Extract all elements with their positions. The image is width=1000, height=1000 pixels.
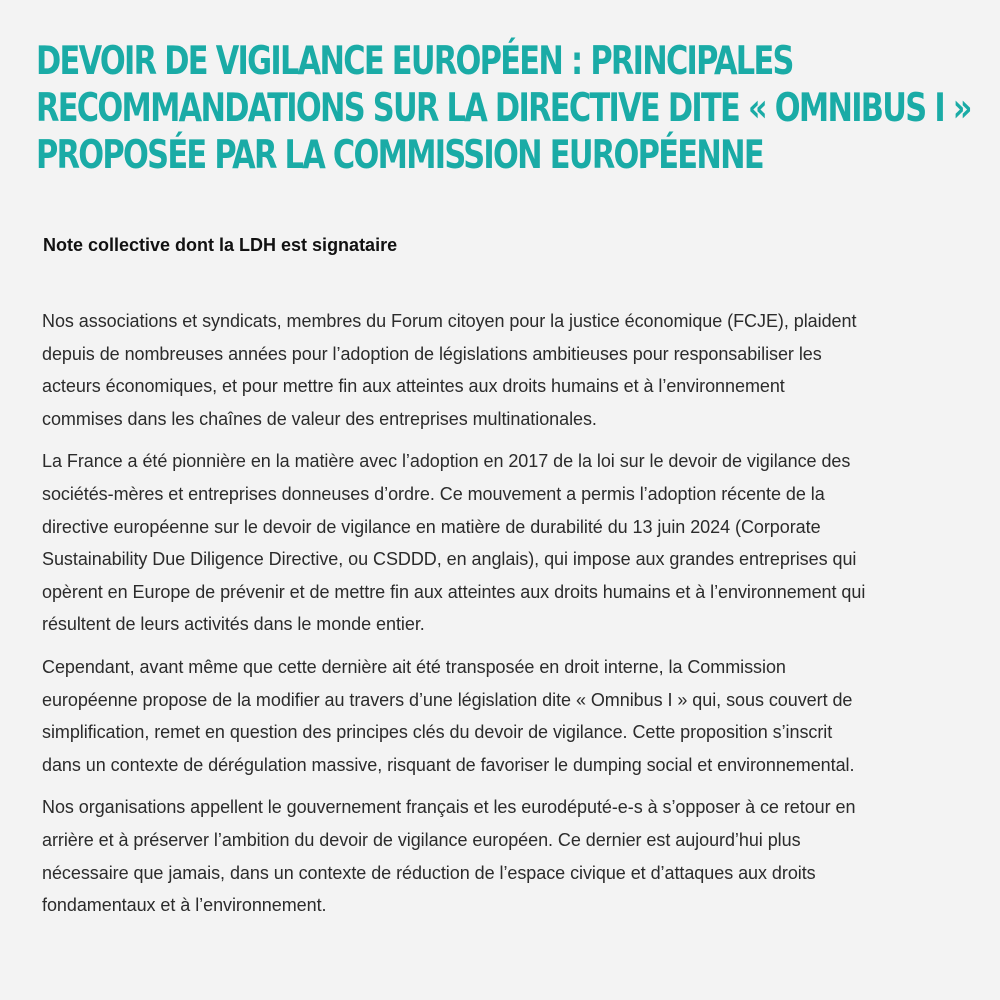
text-line: commises dans les chaînes de valeur des entreprises multinationales. (42, 408, 597, 429)
text-line: opèrent en Europe de prévenir et de mettre fin aux atteintes aux droits humains et à l’environnement qui (42, 581, 866, 602)
article-title (36, 38, 980, 179)
text-line: arrière et à préserver l’ambition du devoir de vigilance européen. Ce dernier est aujourd’hui plus (42, 829, 801, 850)
text-line: Cependant, avant même que cette dernière ait été transposée en droit interne, la Commission (42, 656, 786, 677)
article-title-line: DEVOIR DE VIGILANCE EUROPÉEN : PRINCIPALES (36, 39, 793, 84)
text-line: directive européenne sur le devoir de vigilance en matière de durabilité du 13 juin 2024 (Corporate (42, 516, 821, 537)
text-line: Sustainability Due Diligence Directive, ou CSDDD, en anglais), qui impose aux grandes entreprises qui (42, 549, 857, 570)
paragraph-4 (42, 791, 972, 921)
text-line: nécessaire que jamais, dans un contexte de réduction de l’espace civique et d’attaques aux droits (42, 862, 816, 883)
text-line: fondamentaux et à l’environnement. (42, 895, 327, 916)
text-line: depuis de nombreuses années pour l’adoption de législations ambitieuses pour responsabiliser les (42, 343, 822, 364)
paragraph-3 (42, 651, 972, 781)
text-line: sociétés-mères et entreprises donneuses d’ordre. Ce mouvement a permis l’adoption récente de la (42, 483, 825, 504)
text-line: Nos organisations appellent le gouvernement français et les eurodéputé-e-s à s’opposer à ce retour en (42, 797, 856, 818)
text-line: simplification, remet en question des principes clés du devoir de vigilance. Cette proposition s’inscrit (42, 722, 833, 743)
text-line: résultent de leurs activités dans le monde entier. (42, 614, 425, 635)
text-line: Nos associations et syndicats, membres du Forum citoyen pour la justice économique (FCJE), plaident (42, 311, 857, 331)
article-subtitle: Note collective dont la LDH est signataire (43, 235, 398, 255)
article-title-line: RECOMMANDATIONS SUR LA DIRECTIVE DITE « OMNIBUS I » (36, 86, 971, 131)
text-line: La France a été pionnière en la matière avec l’adoption en 2017 de la loi sur le devoir de vigilance des (42, 451, 851, 472)
text-line: dans un contexte de dérégulation massive, risquant de favoriser le dumping social et environnemental. (42, 754, 855, 775)
text-line: européenne propose de la modifier au travers d’une législation dite « Omnibus I » qui, sous couvert de (42, 689, 853, 710)
paragraph-1 (42, 305, 972, 435)
text-line: acteurs économiques, et pour mettre fin aux atteintes aux droits humains et à l’environnement (42, 376, 785, 397)
paragraph-2 (42, 445, 972, 641)
article-title-line: PROPOSÉE PAR LA COMMISSION EUROPÉENNE (36, 133, 763, 178)
article-body (42, 305, 972, 922)
